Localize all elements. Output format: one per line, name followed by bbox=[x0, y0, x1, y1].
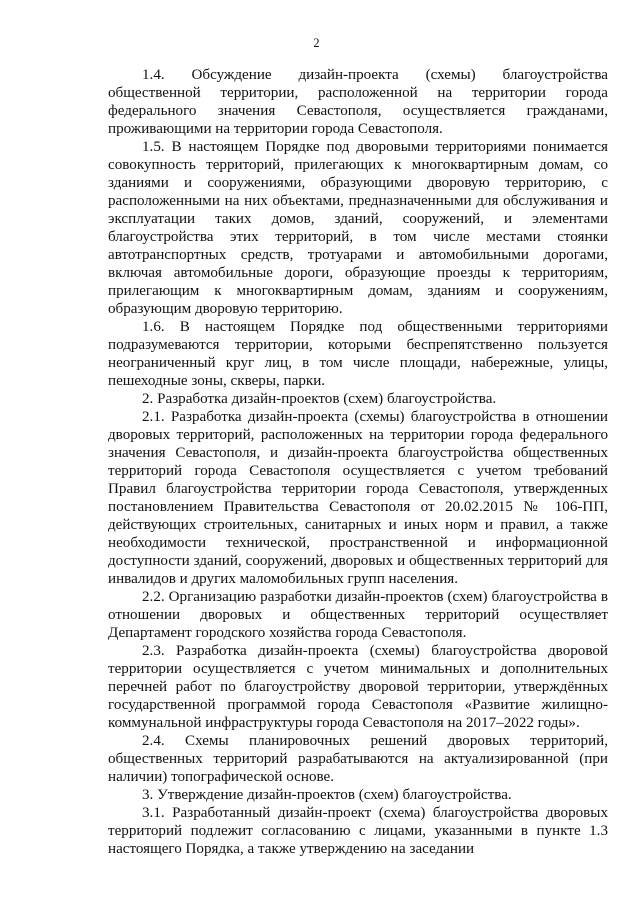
paragraph-3-1: 3.1. Разработанный дизайн-проект (схема) благоустройства дворовых территорий подлежит согласованию с лицами, указанными в пункте 1.3 настоящего Порядка, а также утверждению на заседании bbox=[108, 805, 608, 857]
paragraph-2-2: 2.2. Организацию разработки дизайн-проектов (схем) благоустройства в отношении дворовых и общественных территорий осуществляет Департамент городского хозяйства города Севастополя. bbox=[108, 589, 608, 641]
paragraph-1-5: 1.5. В настоящем Порядке под дворовыми территориями понимается совокупность территорий, прилегающих к многоквартирным домам, со зданиями и сооружениями, образующими дворовую территорию, с расположенными на них объектами, предназначенными для обслуживания и эксплуатации таких домов, зданий, сооружений, и элементами благоустройства этих территорий, в том числе местами стоянки автотранспортных средств, тротуарами и автомобильными дорогами, включая автомобильные дороги, образующие проезды к территориям, прилегающим к многоквартирным домам, зданиям и сооружениям, образующим дворовую территорию. bbox=[108, 139, 608, 317]
paragraph-2-4: 2.4. Схемы планировочных решений дворовых территорий, общественных территорий разрабатываются на актуализированной (при наличии) топографической основе. bbox=[108, 733, 608, 785]
section-heading-2: 2. Разработка дизайн-проектов (схем) благоустройства. bbox=[142, 391, 497, 407]
paragraph-1-4: 1.4. Обсуждение дизайн-проекта (схемы) благоустройства общественной территории, расположенной на территории города федерального значения Севастополя, осуществляется гражданами, проживающими на территории города Севастополя. bbox=[108, 67, 608, 137]
paragraph-2-3: 2.3. Разработка дизайн-проекта (схемы) благоустройства дворовой территории осуществляется с учетом минимальных и дополнительных перечней работ по благоустройству дворовой территории, утверждённых государственной программой города Севастополя «Развитие жилищно-коммунальной инфраструктуры города Севастополя на 2017–2022 годы». bbox=[108, 643, 608, 731]
page-number: 2 bbox=[313, 36, 320, 50]
document-body bbox=[108, 66, 608, 858]
paragraph-2-1: 2.1. Разработка дизайн-проекта (схемы) благоустройства в отношении дворовых территорий, расположенных на территории города федерального значения Севастополя, и дизайн-проекта благоустройства общественных территорий города Севастополя осуществляется с учетом требований Правил благоустройства территории города Севастополя, утвержденных постановлением Правительства Севастополя от 20.02.2015 № 106-ПП, действующих строительных, санитарных и иных норм и правил, а также необходимости технической, пространственной и информационной доступности зданий, сооружений, дворовых и общественных территорий для инвалидов и других маломобильных групп населения. bbox=[108, 409, 608, 587]
section-heading-3: 3. Утверждение дизайн-проектов (схем) благоустройства. bbox=[142, 787, 512, 803]
paragraph-1-6: 1.6. В настоящем Порядке под общественными территориями подразумеваются территории, которыми беспрепятственно пользуется неограниченный круг лиц, в том числе площади, набережные, улицы, пешеходные зоны, скверы, парки. bbox=[108, 319, 608, 389]
